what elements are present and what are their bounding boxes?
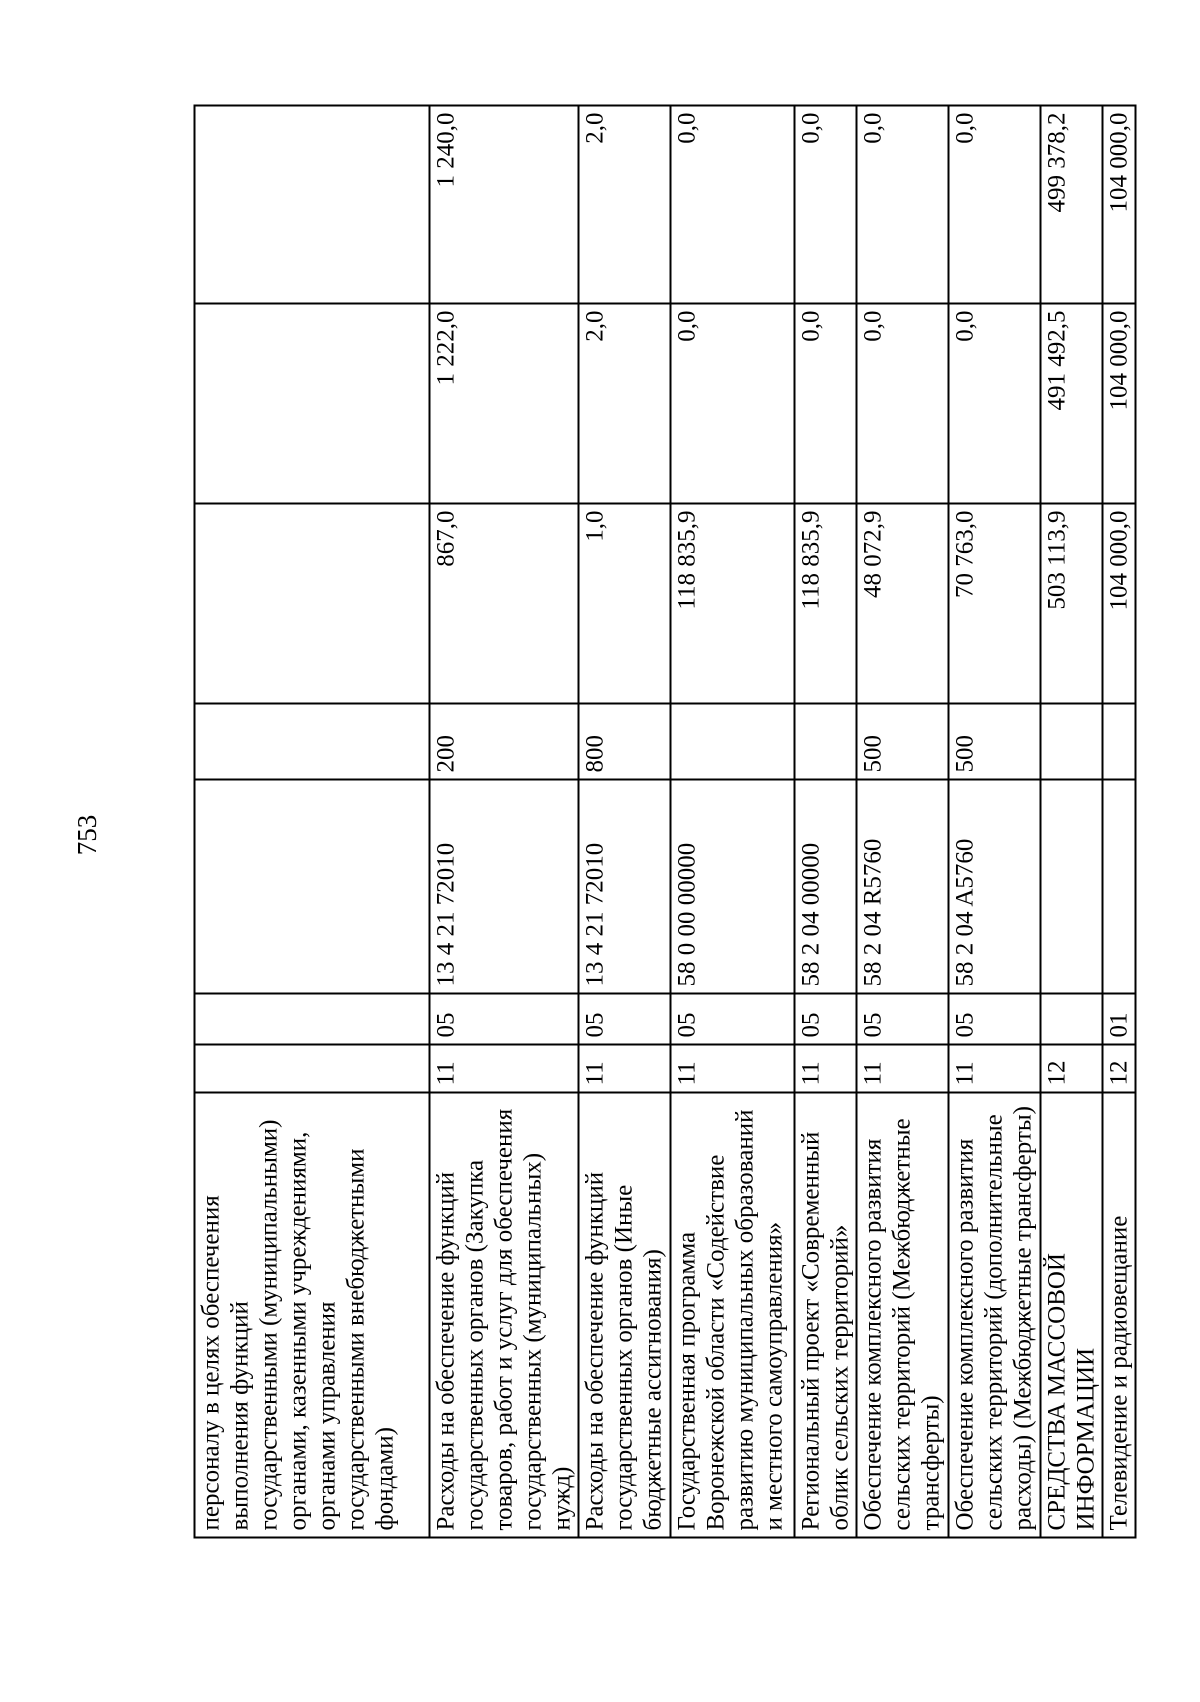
target-article-cell: 13 4 21 72010 [430,780,579,994]
section-code-cell: 12 [1103,1045,1136,1093]
budget-table-region [193,107,1133,1539]
subsection-code-cell [195,994,430,1045]
subsection-code-cell: 01 [1103,994,1136,1045]
amount-year-3-cell: 0,0 [795,106,857,304]
expense-type-cell: 500 [949,704,1041,780]
expense-type-cell [1103,704,1136,780]
expense-type-cell [195,704,430,780]
section-code-cell: 11 [857,1045,949,1093]
row-name-cell: Расходы на обеспечение функций государственных органов (Иные бюджетные ассигнования) [579,1093,671,1538]
amount-year-2-cell: 1 222,0 [430,304,579,504]
amount-year-2-cell: 0,0 [857,304,949,504]
section-code-cell [195,1045,430,1093]
target-article-cell: 58 0 00 00000 [671,780,795,994]
page-number: 753 [72,814,102,856]
amount-year-1-cell: 867,0 [430,504,579,704]
amount-year-3-cell: 0,0 [671,106,795,304]
target-article-cell [1041,780,1103,994]
amount-year-1-cell: 104 000,0 [1103,504,1136,704]
amount-year-1-cell: 118 835,9 [795,504,857,704]
table-row [1041,106,1103,1538]
row-name-cell: Государственная программа Воронежской области «Содействие развитию муниципальных образований и местного самоуправления» [671,1093,795,1538]
amount-year-1-cell [195,504,430,704]
amount-year-3-cell: 499 378,2 [1041,106,1103,304]
amount-year-3-cell [195,106,430,304]
section-code-cell: 11 [430,1045,579,1093]
target-article-cell: 13 4 21 72010 [579,780,671,994]
row-name-cell: Региональный проект «Современный облик сельских территорий» [795,1093,857,1538]
amount-year-2-cell: 2,0 [579,304,671,504]
row-name-cell: персоналу в целях обеспечения выполнения функций государственными (муниципальными) органами, казенными учреждениями, органами управления государственными внебюджетными фондами) [195,1093,430,1538]
expense-type-cell [671,704,795,780]
amount-year-1-cell: 118 835,9 [671,504,795,704]
row-name-cell: Обеспечение комплексного развития сельских территорий (Межбюджетные трансферты) [857,1093,949,1538]
rotated-landscape-page [194,107,1133,1539]
row-name-cell: Расходы на обеспечение функций государственных органов (Закупка товаров, работ и услуг для обеспечения государственных (муниципальных) нужд) [430,1093,579,1538]
table-row [671,106,795,1538]
target-article-cell: 58 2 04 R5760 [857,780,949,994]
budget-table [194,105,1137,1539]
subsection-code-cell: 05 [430,994,579,1045]
subsection-code-cell: 05 [949,994,1041,1045]
amount-year-1-cell: 70 763,0 [949,504,1041,704]
subsection-code-cell [1041,994,1103,1045]
subsection-code-cell: 05 [857,994,949,1045]
amount-year-2-cell: 491 492,5 [1041,304,1103,504]
expense-type-cell: 800 [579,704,671,780]
row-name-cell: СРЕДСТВА МАССОВОЙ ИНФОРМАЦИИ [1041,1093,1103,1538]
table-row [195,106,430,1538]
amount-year-2-cell: 0,0 [671,304,795,504]
target-article-cell: 58 2 04 00000 [795,780,857,994]
amount-year-3-cell: 2,0 [579,106,671,304]
table-row [795,106,857,1538]
section-code-cell: 11 [671,1045,795,1093]
expense-type-cell: 500 [857,704,949,780]
row-name-cell: Телевидение и радиовещание [1103,1093,1136,1538]
amount-year-1-cell: 1,0 [579,504,671,704]
table-row [857,106,949,1538]
section-code-cell: 11 [579,1045,671,1093]
subsection-code-cell: 05 [579,994,671,1045]
target-article-cell [1103,780,1136,994]
target-article-cell: 58 2 04 A5760 [949,780,1041,994]
amount-year-3-cell: 0,0 [949,106,1041,304]
table-row [579,106,671,1538]
subsection-code-cell: 05 [671,994,795,1045]
section-code-cell: 11 [795,1045,857,1093]
amount-year-1-cell: 503 113,9 [1041,504,1103,704]
table-row [1103,106,1136,1538]
amount-year-3-cell: 1 240,0 [430,106,579,304]
expense-type-cell [795,704,857,780]
subsection-code-cell: 05 [795,994,857,1045]
amount-year-2-cell [195,304,430,504]
amount-year-2-cell: 0,0 [795,304,857,504]
amount-year-2-cell: 0,0 [949,304,1041,504]
section-code-cell: 11 [949,1045,1041,1093]
row-name-cell: Обеспечение комплексного развития сельских территорий (дополнительные расходы) (Межбюджетные трансферты) [949,1093,1041,1538]
target-article-cell [195,780,430,994]
expense-type-cell: 200 [430,704,579,780]
amount-year-1-cell: 48 072,9 [857,504,949,704]
amount-year-3-cell: 0,0 [857,106,949,304]
table-row [949,106,1041,1538]
section-code-cell: 12 [1041,1045,1103,1093]
table-row [430,106,579,1538]
expense-type-cell [1041,704,1103,780]
amount-year-3-cell: 104 000,0 [1103,106,1136,304]
amount-year-2-cell: 104 000,0 [1103,304,1136,504]
